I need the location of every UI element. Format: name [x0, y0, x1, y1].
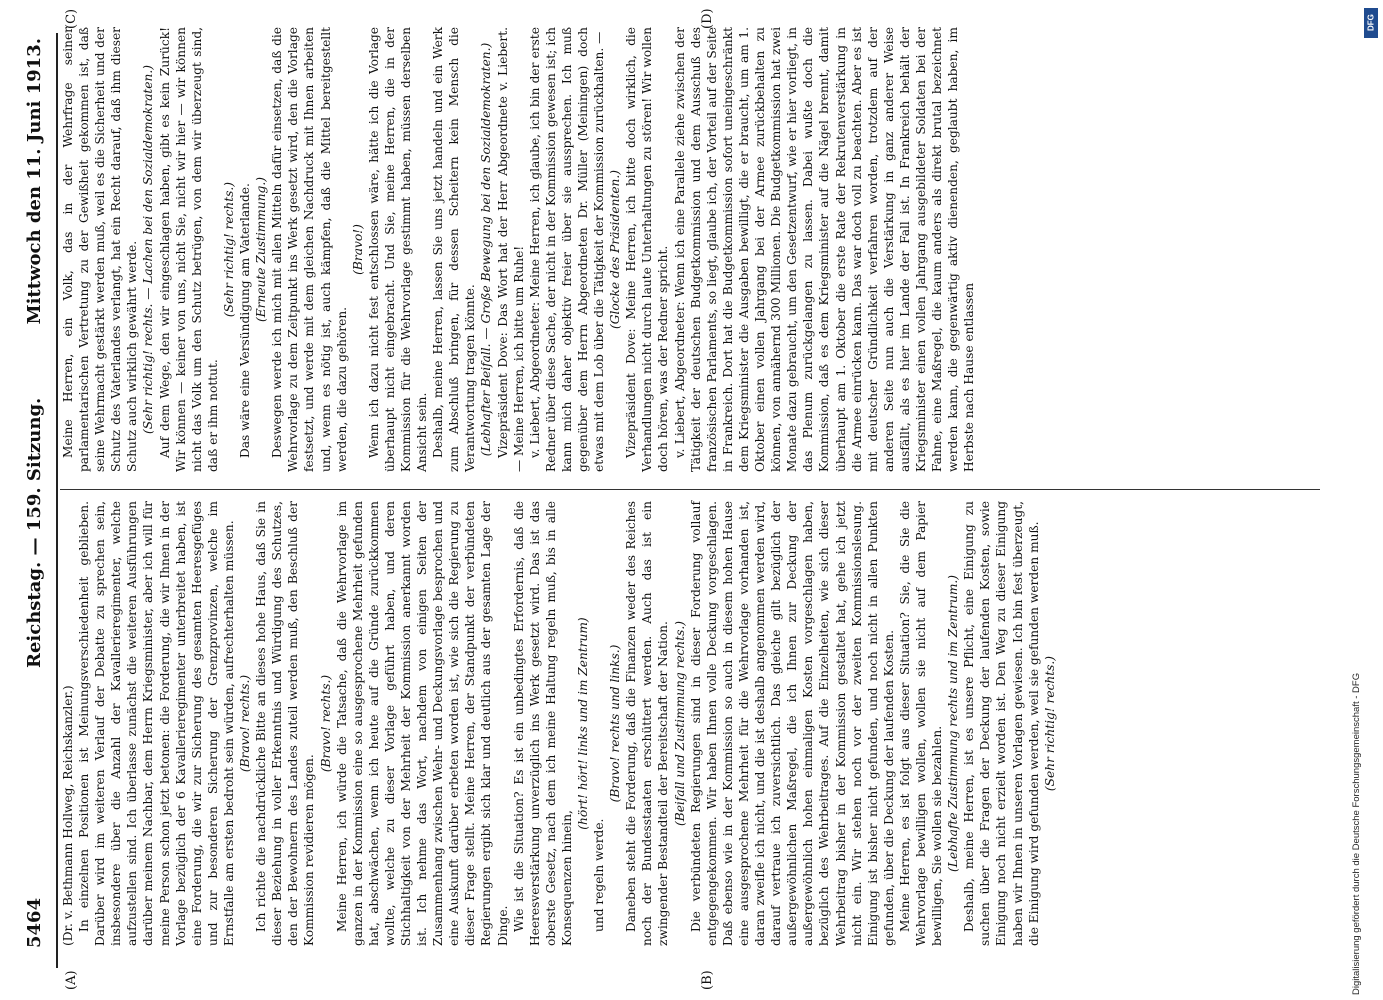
right-column-paragraph: v. Liebert, Abgeordneter: Wenn ich eine Parallele ziehe zwischen der Tätigkeit der deutschen Budgetkommission und dem Ausschuß des französischen Parlaments, so liegt, glaube ich, der Vorteil auf der Seite in Frankreich. Dort hat die Budgetkommission sofort uneingeschränkt dem Kriegsminister die Ausgaben bewilligt, die er braucht, um am 1. Oktober einen vollen Jahrgang bei der Armee zurückbehalten zu können, von annähernd 300 Millionen. Die Budgetkommission hat zwei Monate dazu gebraucht, um den Gesetzentwurf, wie er hier vorliegt, in das Plenum zurückgelangen zu lassen. Dabei wußte doch die Kommission, daß es dem Kriegsminister auf die Nägel brennt, damit überhaupt am 1. Oktober die erste Rate der Rekrutenverstärkung in die Armee einrücken kann. Das war doch voll zu beachten. Aber es ist mit deutscher Gründlichkeit verfahren worden, trotzdem auf der anderen Seite nun auch die Verstärkung in ganz anderer Weise ausfällt, als es hier im Lande der Fall ist. In Frankreich behält der Kriegsminister einen vollen Jahrgang ausgebildeter Soldaten bei der Fahne, eine Maßregel, die kaum anders als direkt brutal bezeichnet werden kann, die gegenwärtig aktiv dienenden, geglaubt haben, im Herbste nach Hause entlassen: [672, 27, 977, 472]
left-column-paragraph: Daneben steht die Forderung, daß die Finanzen weder des Reiches noch der Bundesstaaten erschüttert werden. Auch das ist ein zwingender Bestandteil der Bereitschaft der Nation.: [624, 501, 671, 946]
left-column-paragraph: Ich richte die nachdrückliche Bitte an dieses hohe Haus, daß Sie in dieser Beziehung in voller Erkenntnis und Würdigung des Schutzes, den der Bewohnern des Landes zuteil werden muß, den Beschluß der Kommission revidieren mögen.: [254, 501, 317, 946]
page-body: [60, 8, 1320, 990]
left-column-paragraph: Wie ist die Situation? Es ist ein unbedingtes Erfordernis, daß die Heeresverstärkung unverzüglich ins Werk gesetzt wird. Das ist das oberste Gesetz, nach dem ich meine Haltung regeln muß, bis in alle Konsequenzen hinein,: [511, 501, 574, 946]
right-column-paragraph: (Sehr richtig! rechts.): [221, 181, 236, 318]
left-column-paragraph: In einzelnen Positionen ist Meinungsverschiedenheit geblieben. Darüber wird im weiteren Verlauf der Debatte zu sprechen sein, insbesondere über die Anzahl der Kavallerieregimenter, welche aufzustellen sind. Ich überlasse zunächst die weiteren Ausführungen darüber meinem Nachbar, dem Herrn Kriegsminister, aber ich will für meine Person schon jetzt betonen: die Forderung, die wir Ihnen in der Vorlage bezüglich der 6 Kavallerieregimenter unterbreitet haben, ist eine Forderung, die wir zur Sicherung des gesamten Heeresgefüges und zur besonderen Sicherung der Grenzprovinzen, welche im Ernstfalle am ersten bedroht sein würden, aufrechterhalten müssen.: [77, 501, 236, 946]
left-column-paragraph: (Bravo! rechts.): [238, 674, 253, 773]
page-number: 5464: [24, 897, 45, 948]
left-column-paragraph: Meine Herren, ich würde die Tatsache, daß die Wehrvorlage im ganzen in der Kommission eine so ausgesprochene Mehrheit gefunden hat, abschwächen, wenn ich heute auf die Gründe zurückkommen wollte, welche zu dieser Vorlage geführt haben, und deren Stichhaltigkeit von der Mehrheit der Kommission anerkannt worden ist. Ich nehme das Wort, nachdem von einigen Seiten der Zusammenhang zwischen Wehr- und Deckungsvorlage besprochen und eine Auskunft darüber erbeten worden ist, wie sich die Regierung zu dieser Frage stellt. Meine Herren, der Standpunkt der verbündeten Regierungen ergibt sich klar und deutlich aus der gesamten Lage der Dinge.: [334, 501, 510, 946]
left-column-paragraph: Deshalb, meine Herren, ist es unsere Pflicht, eine Einigung zu suchen über die Fragen der Deckung der laufenden Kosten, sowie Einigung noch nicht erzielt worden ist. Den Weg zu dieser Einigung haben wir Ihnen in unseren Vorlagen gewiesen. Ich bin fest überzeugt, die Einigung wird gefunden werden, weil sie gefunden werden muß.: [962, 501, 1041, 946]
left-column-paragraph: (Bravo! rechts.): [318, 674, 333, 773]
session-title: Reichstag. — 159. Sitzung.: [24, 397, 45, 668]
right-column-paragraph: Deswegen werde ich mich mit allen Mitteln dafür einsetzen, daß die Wehrvorlage zu dem Zeitpunkt ins Werk gesetzt wird, den die Vorlage festsetzt, und werde mit dem gleichen Nachdruck mit Ihnen arbeiten und, wenn es nötig ist, auch kämpfen, daß die Mittel bereitgestellt werden, die dazu gehören.: [270, 27, 349, 472]
header-rule: [56, 33, 58, 968]
digitization-note: Digitalisierung gefördert durch die Deutsche Forschungsgemeinschaft - DFG: [1351, 672, 1362, 995]
right-column-paragraph: Vizepräsident Dove: Meine Herren, ich bitte doch wirklich, die Verhandlungen nicht durch laute Unterhaltungen zu stören! Wir wollen doch hören, was der Redner spricht.: [624, 27, 671, 472]
page-header: [18, 38, 54, 948]
left-column-paragraph: (Sehr richtig! rechts.): [1042, 655, 1057, 792]
left-column: [60, 501, 1320, 946]
left-column-paragraph: und regeln werde.: [592, 818, 607, 932]
dfg-logo: DFG: [1364, 8, 1378, 38]
margin-mark-a: (A): [64, 970, 79, 990]
right-column-paragraph: Vizepräsident Dove: Das Wort hat der Herr Abgeordnete v. Liebert. — Meine Herren, ich bitte um Ruhe!: [495, 27, 526, 472]
left-column-paragraph: Meine Herren, es ist folgt aus dieser Situation? Sie, die Sie die Wehrvorlage bewilligen wollen, wollen sie nicht auf dem Papier bewilligen, Sie wollen sie bezahlen.: [897, 501, 945, 946]
right-column-paragraph: Das wäre eine Versündigung am Vaterlande.: [238, 183, 253, 458]
left-column-paragraph: (hört! hört! links und im Zentrum): [576, 617, 590, 830]
left-column-paragraph: (Dr. v. Bethmann Hollweg, Reichskanzler.): [61, 685, 75, 946]
right-column-paragraph: Auf dem Wege, den wir eingeschlagen haben, gibt es kein Zurück! Wir können — keiner von uns, nicht Sie, nicht wir hier — wir können nicht das Volk um den Schutz betrügen, von dem wir überzeugt sind, daß er ihm nottut.: [157, 27, 220, 472]
right-column-paragraph: (Sehr richtig! rechts. — Lachen bei den Sozialdemokraten.): [141, 65, 156, 434]
column-divider: [60, 489, 1320, 490]
right-column-paragraph: (Erneute Zustimmung.): [254, 177, 269, 322]
session-date: Mittwoch den 11. Juni 1913.: [24, 38, 45, 325]
margin-mark-d: (D): [700, 8, 715, 29]
right-column: [60, 27, 1320, 472]
left-column-paragraph: (Beifall und Zustimmung rechts.): [672, 621, 687, 826]
left-column-paragraph: (Bravo! rechts und links.): [608, 644, 623, 803]
right-column-paragraph: Deshalb, meine Herren, lassen Sie uns jetzt handeln und ein Werk zum Abschluß bringen, für dessen Scheitern kein Mensch die Verantwortung tragen könnte.: [431, 27, 478, 472]
right-column-paragraph: (Bravo!): [350, 224, 365, 275]
right-column-paragraph: v. Liebert, Abgeordneter: Meine Herren, ich glaube, ich bin der erste Redner über diese Sache, der nicht in der Kommission gewesen ist; ich kann mich daher objektiv freier über sie aussprechen. Ich muß gegenüber dem Herrn Abgeordneten Dr. Müller (Meiningen) doch etwas mit dem Lob über die Tätigkeit der Kommission zurückhalten. —: [527, 27, 607, 472]
margin-mark-c: (C): [64, 8, 79, 29]
margin-mark-b: (B): [700, 970, 715, 990]
right-column-paragraph: (Lebhafter Beifall. — Große Bewegung bei den Sozialdemokraten.): [479, 42, 494, 457]
left-column-paragraph: Die verbündeten Regierungen sind in dieser Forderung vollauf entgegengekommen. Wir haben Ihnen volle Deckung vorgeschlagen. Daß ebenso wie in der Kommission so auch in diesem hohen Hause eine ausgesprochene Mehrheit für die Wehrvorlage vorhanden ist, daran zweifle ich nicht, und die ist deshalb angenommen werden wird, darauf vertraue ich zuversichtlich. Das gleiche gilt bezüglich der außergewöhnlichen Maßregel, die ich Ihnen zur Deckung der außergewöhnlich hohen einmaligen Kosten vorgeschlagen haben, bezüglich des Wehrbeitrages. Auf die Einzelheiten, wie sich dieser Wehrbeitrag bisher in der Kommission gestaltet hat, gehe ich jetzt nicht ein. Wir stehen noch vor der zweiten Kommissionslesung. Einigung ist bisher nicht gefunden, und noch nicht in allen Punkten gefunden, über die Deckung der laufenden Kosten.: [688, 501, 896, 946]
left-column-paragraph: (Lebhafte Zustimmung rechts und im Zentrum.): [946, 574, 961, 873]
right-column-paragraph: Meine Herren, ein Volk, das in der Wehrfrage seiner parlamentarischen Vertretung zu der Gewißheit gekommen ist, daß seine Wehrmacht gestärkt werden muß, weil es die Sicherheit und der Schutz des Vaterlandes verlangt, hat ein Recht darauf, daß ihm dieser Schutz auch wirklich gewährt werde.: [61, 27, 140, 472]
right-column-paragraph: Wenn ich dazu nicht fest entschlossen wäre, hätte ich die Vorlage überhaupt nicht eingebracht. Und Sie, meine Herren, die in der Kommission für die Wehrvorlage gestimmt haben, müssen derselben Ansicht sein.: [366, 27, 430, 472]
right-column-paragraph: (Glocke des Präsidenten.): [608, 169, 623, 330]
